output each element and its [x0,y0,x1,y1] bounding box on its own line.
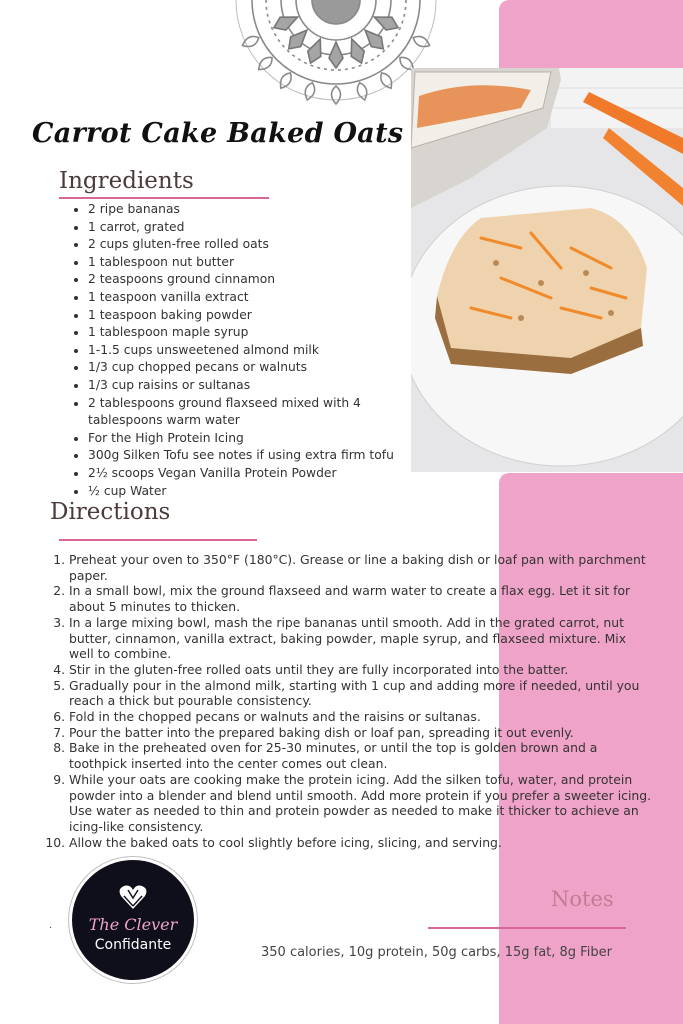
ingredient-item: • 2 ripe bananas [88,201,413,219]
recipe-title: Carrot Cake Baked Oats [32,118,404,149]
direction-step: 9. While your oats are cooking make the protein icing. Add the silken tofu, water, and protein powder into a blender and blend until smooth. Add more protein if you prefer a sweeter icing. Use water as needed to thin and protein powder as needed to make it thicker to achieve an icing-like consistency. [69,772,654,835]
stray-mark: . [49,920,53,931]
ingredient-item: • 1 teaspoon baking powder [88,307,413,325]
nutrition-facts: 350 calories, 10g protein, 50g carbs, 15g fat, 8g Fiber [261,945,612,960]
ingredient-item: • 1 tablespoon maple syrup [88,324,413,342]
direction-step: 8. Bake in the preheated oven for 25-30 minutes, or until the top is golden brown and a toothpick inserted into the center comes out clean. [69,740,654,771]
ingredient-item: • 2 teaspoons ground cinnamon [88,271,413,289]
ingredient-item: • 1/3 cup raisins or sultanas [88,377,413,395]
ingredient-item: • 1 teaspoon vanilla extract [88,289,413,307]
ingredient-item: • 1/3 cup chopped pecans or walnuts [88,359,413,377]
direction-step: 6. Fold in the chopped pecans or walnuts and the raisins or sultanas. [69,709,654,725]
ingredient-item: • 300g Silken Tofu see notes if using extra firm tofu [88,447,413,465]
ingredient-item: • 2 tablespoons ground flaxseed mixed with 4 tablespoons warm water [88,395,413,430]
ingredient-item: • For the High Protein Icing [88,430,413,448]
directions-list [52,552,654,850]
directions-heading: Directions [50,499,171,525]
ingredients-underline [59,197,269,199]
ingredients-list [72,201,413,500]
logo-line-2: Confidante [94,937,172,953]
ingredient-item: • ½ cup Water [88,483,413,501]
notes-heading: Notes [551,887,614,911]
directions-underline [59,539,257,541]
direction-step: 7. Pour the batter into the prepared baking dish or loaf pan, spreading it out evenly. [69,725,654,741]
logo-line-1: The Clever [88,915,178,934]
direction-step: 10. Allow the baked oats to cool slightly before icing, slicing, and serving. [69,835,654,851]
direction-step: 4. Stir in the gluten-free rolled oats until they are fully incorporated into the batter. [69,662,654,678]
ingredient-item: • 2 cups gluten-free rolled oats [88,236,413,254]
ingredient-item: • 1 carrot, grated [88,219,413,237]
brand-logo [69,857,197,983]
direction-step: 1. Preheat your oven to 350°F (180°C). Grease or line a baking dish or loaf pan with parchment paper. [69,552,654,583]
ingredients-heading: Ingredients [59,168,194,194]
direction-step: 3. In a large mixing bowl, mash the ripe bananas until smooth. Add in the grated carrot, nut butter, cinnamon, vanilla extract, baking powder, maple syrup, and flaxseed mixture. Mix well to combine. [69,615,654,662]
direction-step: 2. In a small bowl, mix the ground flaxseed and warm water to create a flax egg. Let it sit for about 5 minutes to thicken. [69,583,654,614]
carrot-cake-photo [411,68,683,472]
ingredient-item: • 1 tablespoon nut butter [88,254,413,272]
ingredient-item: • 1-1.5 cups unsweetened almond milk [88,342,413,360]
direction-step: 5. Gradually pour in the almond milk, starting with 1 cup and adding more if needed, until you reach a thick but pourable consistency. [69,678,654,709]
heart-icon [119,884,147,910]
ingredient-item: • 2½ scoops Vegan Vanilla Protein Powder [88,465,413,483]
notes-underline [428,927,626,929]
